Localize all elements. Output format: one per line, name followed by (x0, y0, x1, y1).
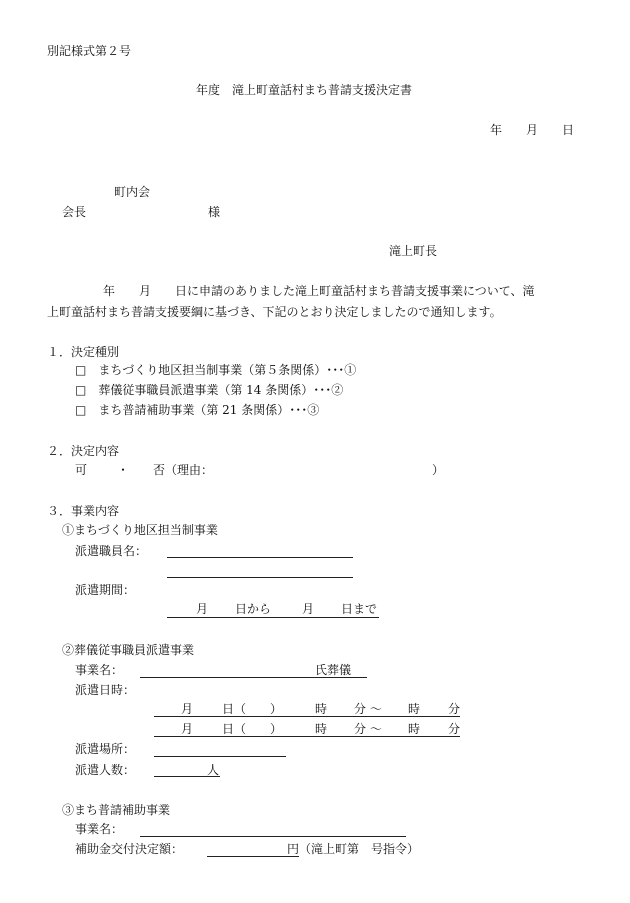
dispatch-datetime-field-1[interactable] (154, 716, 460, 717)
funeral-name-field[interactable] (140, 677, 367, 678)
body-text-line-1: 年 月 日に申請のありました滝上町童話村まち普請支援事業について、滝 (103, 284, 535, 298)
dispatch-datetime-field-2[interactable] (154, 736, 460, 737)
dt1-minute-2: 分 (448, 702, 461, 716)
subsidy-project-name-field[interactable] (140, 836, 406, 837)
period-day-to: 日まで (341, 602, 378, 616)
dispatch-place-field[interactable] (154, 756, 286, 757)
dt2-month: 月 (181, 722, 194, 736)
dispatch-period-label: 派遣期間： (75, 583, 136, 597)
decision-type-option-2[interactable]: □ 葬儀従事職員派遣事業（第 14 条関係）･･･② (75, 383, 344, 397)
recipient-org: 町内会 (114, 185, 151, 199)
dt2-hour: 時 (315, 722, 328, 736)
subsidy-amount-field[interactable] (207, 856, 299, 857)
sub1-title: ①まちづくり地区担当制事業 (62, 523, 218, 537)
form-number-label: 別記様式第２号 (47, 44, 132, 58)
dt2-minute-2: 分 (448, 722, 461, 736)
dt1-hour: 時 (315, 702, 328, 716)
funeral-name-label: 事業名： (75, 663, 124, 677)
dispatch-count-label: 派遣人数： (75, 763, 136, 777)
funeral-name-suffix: 氏葬儀 (315, 663, 352, 677)
dt2-hour-2: 時 (408, 722, 421, 736)
issue-date: 年 月 日 (490, 123, 575, 137)
section-decision-content-heading: ２．決定内容 (47, 444, 120, 458)
dt2-paren-close: ） (270, 722, 283, 736)
subsidy-amount-unit: 円 (287, 842, 300, 856)
subsidy-amount-label: 補助金交付決定額： (75, 842, 184, 856)
recipient-honorific: 様 (208, 205, 221, 219)
staff-name-field-1[interactable] (167, 557, 353, 558)
document-title: 年度 滝上町童話村まち普請支援決定書 (196, 83, 413, 97)
dispatch-place-label: 派遣場所： (75, 742, 136, 756)
period-month-2: 月 (302, 602, 315, 616)
dispatch-datetime-label: 派遣日時： (75, 683, 136, 697)
option-separator: ・ (117, 463, 130, 477)
dt2-minute-tilde: 分 ～ (354, 722, 382, 736)
decision-type-option-1[interactable]: □ まちづくり地区担当制事業（第５条関係）･･･① (75, 363, 357, 377)
subsidy-project-name-label: 事業名： (75, 822, 124, 836)
reject-option[interactable]: 否（理由： (153, 463, 214, 477)
dt1-day: 日（ (222, 702, 247, 716)
section-decision-type-heading: １．決定種別 (47, 345, 120, 359)
dispatch-period-field[interactable] (167, 617, 379, 618)
decision-type-option-3[interactable]: □ まち普請補助事業（第 21 条関係）･･･③ (75, 403, 320, 417)
dispatch-count-unit: 人 (207, 763, 220, 777)
dt1-minute-tilde: 分 ～ (354, 702, 382, 716)
reason-close-paren: ） (432, 463, 445, 477)
recipient-head: 会長 (62, 205, 87, 219)
dt1-paren-close: ） (270, 702, 283, 716)
staff-name-label: 派遣職員名： (75, 544, 148, 558)
sub2-title: ②葬儀従事職員派遣事業 (62, 643, 195, 657)
dt2-day: 日（ (222, 722, 247, 736)
body-text-line-2: 上町童話村まち普請支援要綱に基づき、下記のとおり決定しましたので通知します。 (47, 305, 502, 319)
staff-name-field-2[interactable] (167, 577, 353, 578)
dt1-hour-2: 時 (408, 702, 421, 716)
subsidy-directive-note: （滝上町第 号指令） (299, 842, 420, 856)
period-day-from: 日から (235, 602, 272, 616)
section-project-content-heading: ３．事業内容 (47, 504, 120, 518)
sub3-title: ③まち普請補助事業 (62, 803, 171, 817)
dt1-month: 月 (181, 702, 194, 716)
sender-name: 滝上町長 (389, 244, 438, 258)
period-month-1: 月 (196, 602, 209, 616)
approve-option[interactable]: 可 (75, 463, 88, 477)
